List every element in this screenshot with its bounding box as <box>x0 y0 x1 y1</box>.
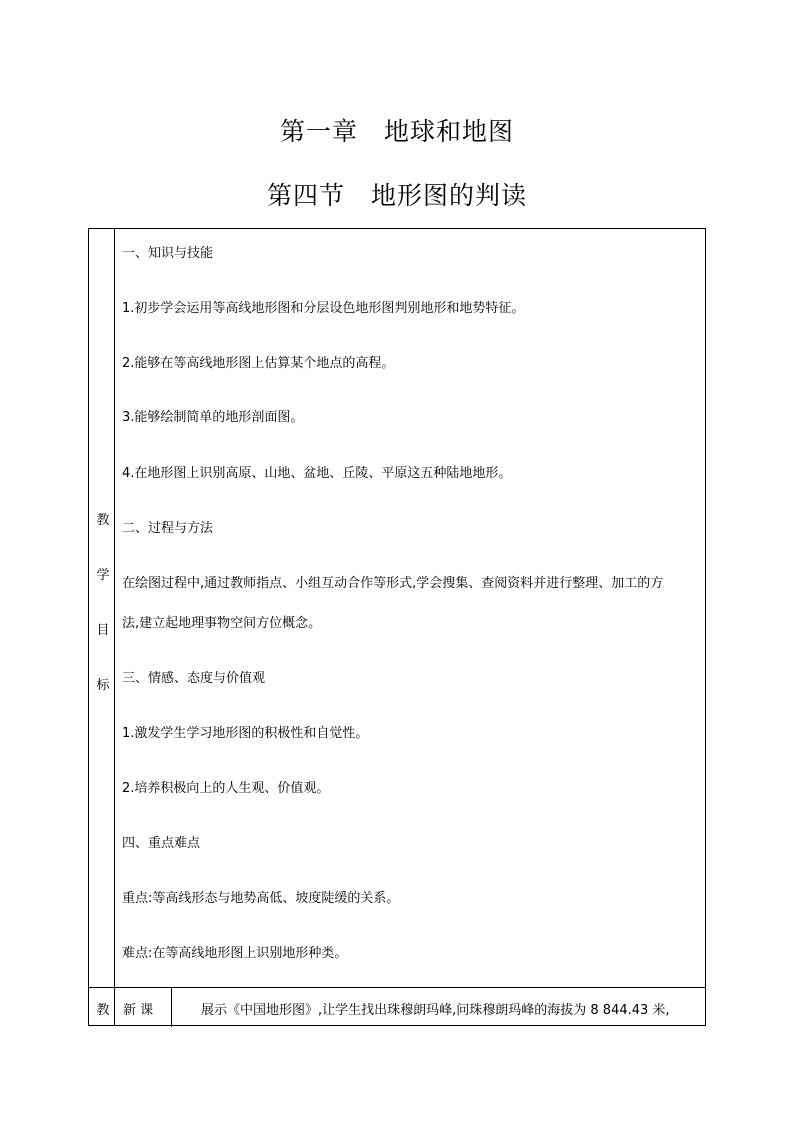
side-label-char: 标 <box>96 678 110 693</box>
row-divider <box>89 987 706 988</box>
phase-content: 展示《中国地形图》,让学生找出珠穆朗玛峰,问珠穆朗玛峰的海拔为 8 844.43 米, <box>201 1003 670 1018</box>
objective-line: 二、过程与方法 <box>122 521 214 536</box>
objective-line: 在绘图过程中,通过教师指点、小组互动合作等形式,学会搜集、查阅资料并进行整理、加工的方 <box>122 576 664 591</box>
section-title: 第四节 地形图的判读 <box>266 181 527 210</box>
objective-line: 三、情感、态度与价值观 <box>122 671 266 686</box>
objective-line: 4.在地形图上识别高原、山地、盆地、丘陵、平原这五种陆地地形。 <box>122 466 512 481</box>
objective-line: 1.激发学生学习地形图的积极性和自觉性。 <box>122 726 369 741</box>
phase-label: 新 课 <box>123 1003 154 1018</box>
objective-line: 四、重点难点 <box>122 836 201 851</box>
chapter-title: 第一章 地球和地图 <box>279 117 514 146</box>
objective-line: 一、知识与技能 <box>122 246 214 261</box>
side-label-char: 教 <box>96 513 110 528</box>
phase-column-divider <box>171 987 172 1027</box>
side-label-char: 目 <box>96 623 110 638</box>
objective-line: 重点:等高线形态与地势高低、坡度陡缓的关系。 <box>122 891 400 906</box>
process-side-label: 教 <box>96 1003 110 1018</box>
objective-line: 难点:在等高线地形图上识别地形种类。 <box>122 946 348 961</box>
objective-line: 2.能够在等高线地形图上估算某个地点的高程。 <box>122 356 395 371</box>
objective-line: 1.初步学会运用等高线地形图和分层设色地形图判别地形和地势特征。 <box>122 301 525 316</box>
objective-line: 3.能够绘制简单的地形剖面图。 <box>122 410 304 425</box>
objective-line: 2.培养积极向上的人生观、价值观。 <box>122 781 330 796</box>
side-label-char: 学 <box>96 568 110 583</box>
objective-line: 法,建立起地理事物空间方位概念。 <box>122 616 322 631</box>
